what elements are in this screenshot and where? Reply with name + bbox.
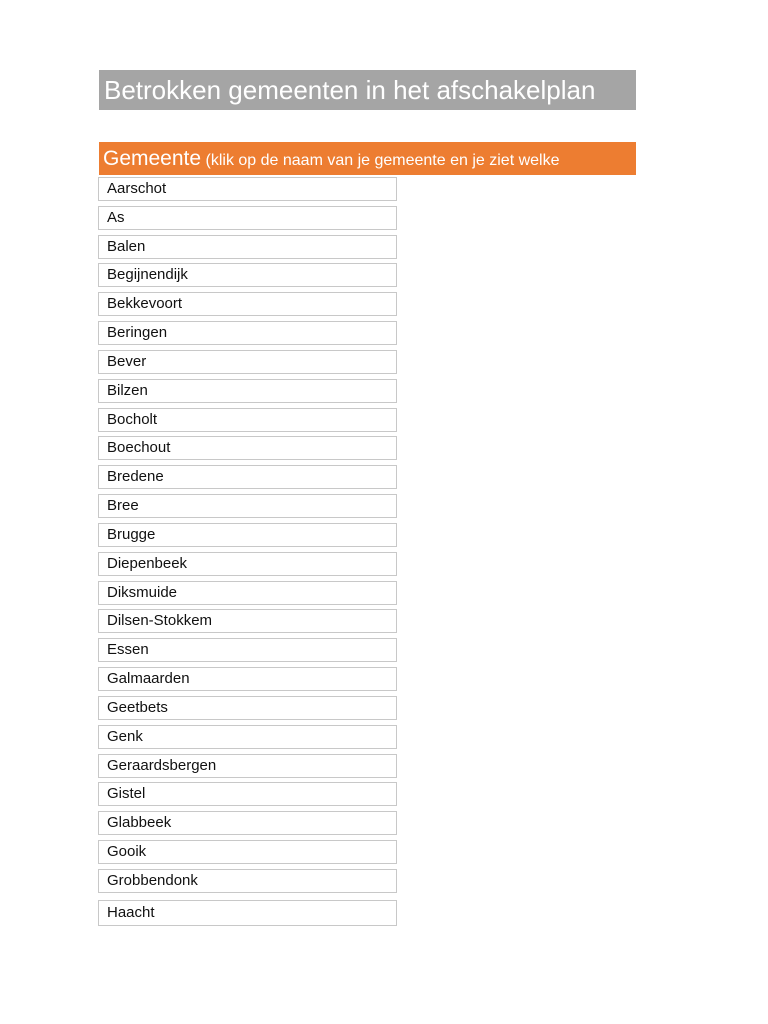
municipality-link[interactable]: Aarschot bbox=[98, 177, 397, 201]
municipality-link[interactable]: Geraardsbergen bbox=[98, 754, 397, 778]
column-header bbox=[99, 142, 636, 175]
municipality-link[interactable]: Haacht bbox=[98, 900, 397, 926]
municipality-link[interactable]: Bever bbox=[98, 350, 397, 374]
municipality-link[interactable]: Gistel bbox=[98, 782, 397, 806]
municipality-link[interactable]: Balen bbox=[98, 235, 397, 259]
municipality-link[interactable]: Bilzen bbox=[98, 379, 397, 403]
municipality-link[interactable]: Geetbets bbox=[98, 696, 397, 720]
municipality-link[interactable]: Gooik bbox=[98, 840, 397, 864]
municipality-link[interactable]: Bree bbox=[98, 494, 397, 518]
municipality-link[interactable]: Brugge bbox=[98, 523, 397, 547]
municipality-link[interactable]: Boechout bbox=[98, 436, 397, 460]
municipality-link[interactable]: Genk bbox=[98, 725, 397, 749]
column-header-note: (klik op de naam van je gemeente en je ziet welke bbox=[201, 152, 560, 169]
municipality-link[interactable]: Bekkevoort bbox=[98, 292, 397, 316]
municipality-link[interactable]: Dilsen-Stokkem bbox=[98, 609, 397, 633]
municipality-link[interactable]: Beringen bbox=[98, 321, 397, 345]
column-header-label: Gemeente bbox=[103, 147, 202, 170]
municipality-link[interactable]: Galmaarden bbox=[98, 667, 397, 691]
municipality-link[interactable]: Glabbeek bbox=[98, 811, 397, 835]
municipality-link[interactable]: Bredene bbox=[98, 465, 397, 489]
municipality-link[interactable]: Grobbendonk bbox=[98, 869, 397, 893]
municipality-link[interactable]: Essen bbox=[98, 638, 397, 662]
municipality-link[interactable]: Begijnendijk bbox=[98, 263, 397, 287]
municipality-list bbox=[98, 176, 397, 926]
page-title: Betrokken gemeenten in het afschakelplan bbox=[99, 70, 636, 110]
municipality-link[interactable]: Diepenbeek bbox=[98, 552, 397, 576]
municipality-link[interactable]: Diksmuide bbox=[98, 581, 397, 605]
municipality-link[interactable]: Bocholt bbox=[98, 408, 397, 432]
municipality-link[interactable]: As bbox=[98, 206, 397, 230]
